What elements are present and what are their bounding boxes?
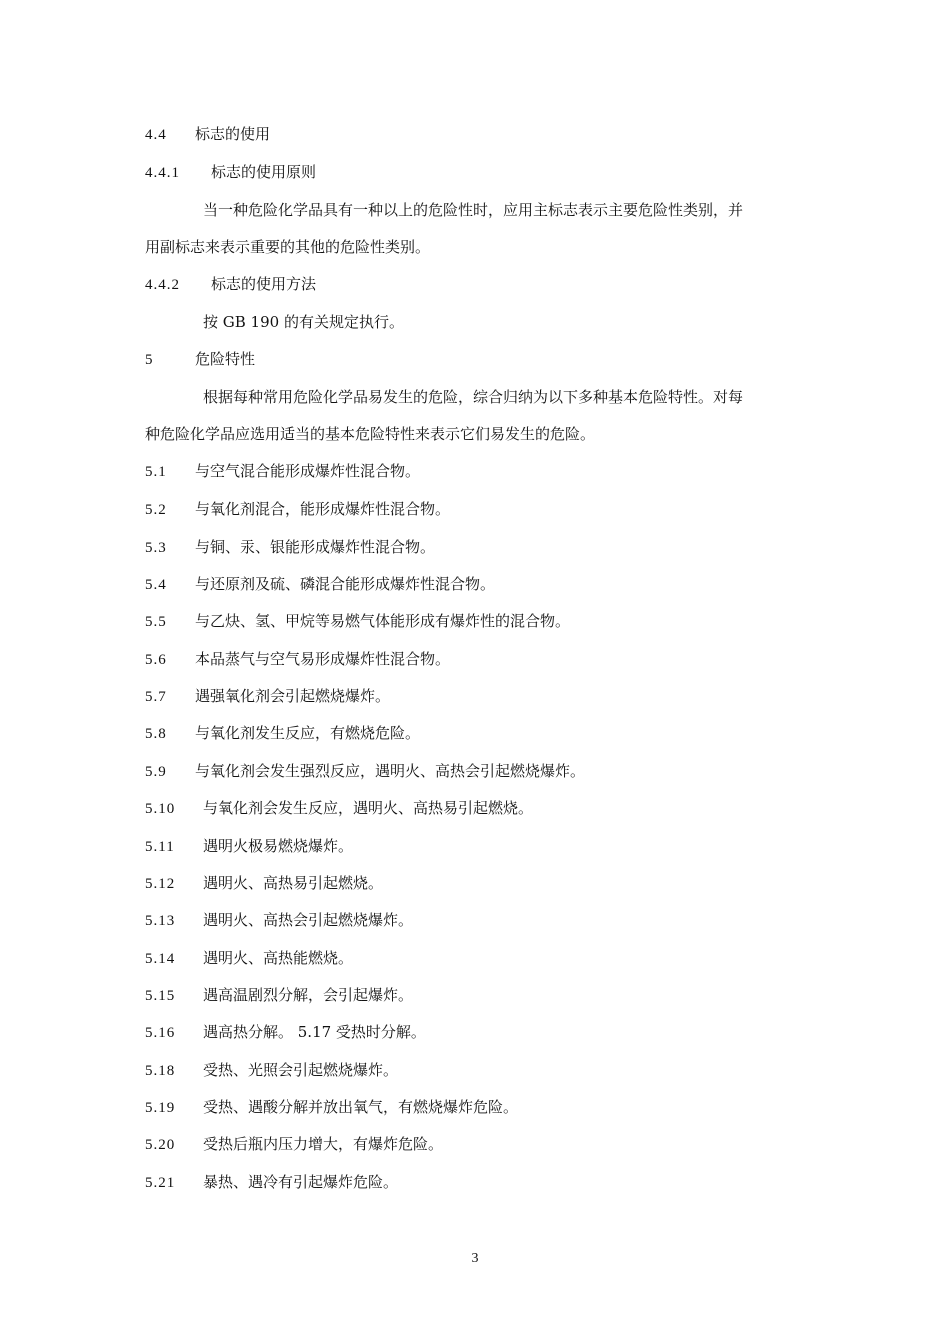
section-number: 5 bbox=[145, 352, 154, 368]
item-number: 5.15 bbox=[145, 988, 176, 1004]
list-item bbox=[145, 461, 420, 482]
list-item bbox=[145, 1022, 426, 1043]
list-item bbox=[145, 1172, 398, 1193]
item-text: 与氧化剂混合，能形成爆炸性混合物。 bbox=[195, 500, 451, 518]
section-title: 标志的使用 bbox=[195, 125, 271, 143]
item-text: 遇明火、高热会引起燃烧爆炸。 bbox=[203, 911, 414, 929]
item-text: 与还原剂及硫、磷混合能形成爆炸性混合物。 bbox=[195, 575, 496, 593]
item-text: 遇高热分解。 5.17 受热时分解。 bbox=[203, 1023, 426, 1041]
item-number: 5.8 bbox=[145, 726, 167, 742]
heading-5 bbox=[145, 349, 255, 370]
item-text: 遇明火、高热易引起燃烧。 bbox=[203, 874, 384, 892]
item-number: 5.2 bbox=[145, 502, 167, 518]
item-number: 5.14 bbox=[145, 951, 176, 967]
list-item bbox=[145, 761, 585, 782]
section-title: 标志的使用原则 bbox=[211, 163, 317, 181]
item-text: 遇强氧化剂会引起燃烧爆炸。 bbox=[195, 687, 391, 705]
item-number: 5.3 bbox=[145, 540, 167, 556]
item-text: 遇高温剧烈分解，会引起爆炸。 bbox=[203, 986, 414, 1004]
section-number: 4.4 bbox=[145, 127, 167, 143]
paragraph-line: 当一种危险化学品具有一种以上的危险性时，应用主标志表示主要危险性类别，并 bbox=[203, 201, 744, 219]
list-item bbox=[145, 686, 390, 707]
item-text: 受热、遇酸分解并放出氧气，有燃烧爆炸危险。 bbox=[203, 1098, 519, 1116]
item-number: 5.1 bbox=[145, 464, 167, 480]
heading-4-4-1 bbox=[145, 162, 316, 183]
item-text: 遇明火极易燃烧爆炸。 bbox=[203, 837, 354, 855]
item-text: 与氧化剂发生反应，有燃烧危险。 bbox=[195, 724, 421, 742]
item-number: 5.6 bbox=[145, 652, 167, 668]
list-item bbox=[145, 798, 533, 819]
list-item bbox=[145, 537, 435, 558]
item-text: 与氧化剂会发生强烈反应，遇明火、高热会引起燃烧爆炸。 bbox=[195, 762, 586, 780]
list-item bbox=[145, 649, 450, 670]
list-item bbox=[145, 1134, 443, 1155]
item-number: 5.5 bbox=[145, 614, 167, 630]
paragraph-line: 种危险化学品应选用适当的基本危险特性来表示它们易发生的危险。 bbox=[145, 425, 596, 443]
item-number: 5.13 bbox=[145, 913, 176, 929]
item-number: 5.19 bbox=[145, 1100, 176, 1116]
item-text: 与空气混合能形成爆炸性混合物。 bbox=[195, 462, 421, 480]
paragraph-line: 根据每种常用危险化学品易发生的危险，综合归纳为以下多种基本危险特性。对每 bbox=[203, 388, 744, 406]
item-text: 与乙炔、氢、甲烷等易燃气体能形成有爆炸性的混合物。 bbox=[195, 612, 571, 630]
item-number: 5.18 bbox=[145, 1063, 176, 1079]
item-number: 5.12 bbox=[145, 876, 176, 892]
section-number: 4.4.1 bbox=[145, 165, 180, 181]
item-text: 暴热、遇冷有引起爆炸危险。 bbox=[203, 1173, 399, 1191]
paragraph-line: 用副标志来表示重要的其他的危险性类别。 bbox=[145, 238, 431, 256]
list-item bbox=[145, 723, 420, 744]
item-text: 本品蒸气与空气易形成爆炸性混合物。 bbox=[195, 650, 451, 668]
list-item bbox=[145, 574, 495, 595]
item-number: 5.9 bbox=[145, 764, 167, 780]
item-number: 5.7 bbox=[145, 689, 167, 705]
paragraph-line: 按 GB 190 的有关规定执行。 bbox=[203, 313, 404, 331]
item-number: 5.21 bbox=[145, 1175, 176, 1191]
heading-4-4-2 bbox=[145, 274, 316, 295]
list-item bbox=[145, 873, 383, 894]
section-title: 危险特性 bbox=[195, 350, 256, 368]
item-text: 受热后瓶内压力增大，有爆炸危险。 bbox=[203, 1135, 444, 1153]
item-text: 受热、光照会引起燃烧爆炸。 bbox=[203, 1061, 399, 1079]
item-text: 与氧化剂会发生反应，遇明火、高热易引起燃烧。 bbox=[203, 799, 534, 817]
item-number: 5.11 bbox=[145, 839, 175, 855]
page-number: 3 bbox=[471, 1251, 479, 1266]
heading-4-4 bbox=[145, 124, 270, 145]
list-item bbox=[145, 910, 413, 931]
item-number: 5.10 bbox=[145, 801, 176, 817]
item-text: 与铜、汞、银能形成爆炸性混合物。 bbox=[195, 538, 436, 556]
list-item bbox=[145, 1097, 518, 1118]
list-item bbox=[145, 611, 570, 632]
list-item bbox=[145, 985, 413, 1006]
item-text: 遇明火、高热能燃烧。 bbox=[203, 949, 354, 967]
section-number: 4.4.2 bbox=[145, 277, 180, 293]
list-item bbox=[145, 499, 450, 520]
item-number: 5.16 bbox=[145, 1025, 176, 1041]
item-number: 5.20 bbox=[145, 1137, 176, 1153]
list-item bbox=[145, 836, 353, 857]
section-title: 标志的使用方法 bbox=[211, 275, 317, 293]
list-item bbox=[145, 948, 353, 969]
list-item bbox=[145, 1060, 398, 1081]
item-number: 5.4 bbox=[145, 577, 167, 593]
